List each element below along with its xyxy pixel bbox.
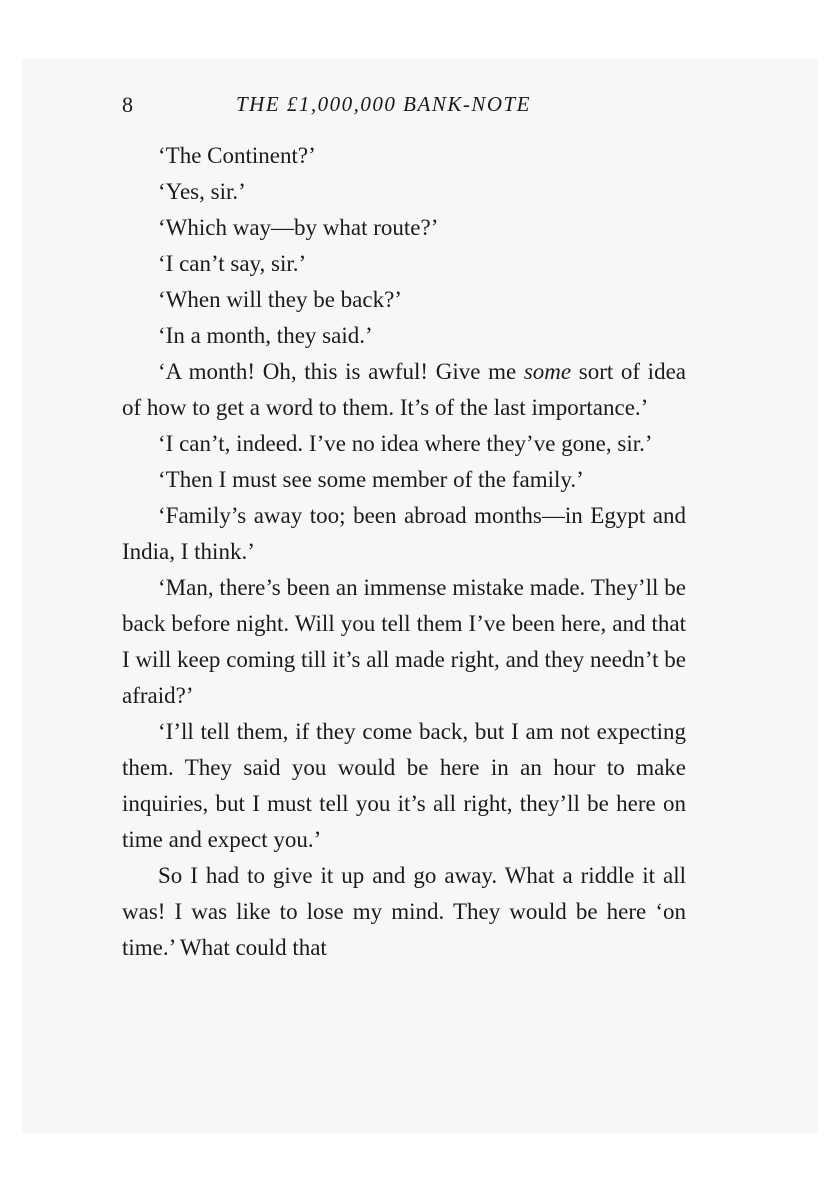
paragraph: ‘Yes, sir.’ — [158, 179, 246, 204]
paragraph: ‘In a month, they said.’ — [158, 323, 373, 348]
paragraph-text: sort of idea of how to get a word to them. It’s of the last importance.’ — [122, 359, 686, 420]
emphasized-word: some — [523, 359, 572, 384]
paragraph: ‘Man, there’s been an immense mistake made. They’ll be back before night. Will you tell them I’ve been here, and that I will keep coming till it’s all made right, and they needn’t be afraid?’ — [122, 575, 686, 708]
paragraph: ‘When will they be back?’ — [158, 287, 402, 312]
paragraph: ‘Which way—by what route?’ — [158, 215, 439, 240]
paragraph: ‘I’ll tell them, if they come back, but I am not expecting them. They said you would be here in an hour to make inquiries, but I must tell you it’s all right, they’ll be here on time and expect you.’ — [122, 719, 686, 852]
paragraph: ‘Then I must see some member of the family.’ — [158, 467, 584, 492]
page-number: 8 — [122, 92, 133, 117]
paragraph: ‘I can’t, indeed. I’ve no idea where they’ve gone, sir.’ — [158, 431, 653, 456]
paragraph — [122, 354, 686, 426]
paragraph-text: ‘A month! Oh, this is awful! Give me — [158, 359, 524, 384]
body-text — [122, 138, 686, 966]
paragraph: ‘The Continent?’ — [158, 143, 316, 168]
paragraph: So I had to give it up and go away. What a riddle it all was! I was like to lose my mind. They would be here ‘on time.’ What could that — [122, 863, 686, 960]
running-title: THE £1,000,000 BANK-NOTE — [236, 92, 532, 116]
paragraph: ‘Family’s away too; been abroad months—in Egypt and India, I think.’ — [122, 503, 686, 564]
page-header — [122, 86, 688, 120]
paragraph: ‘I can’t say, sir.’ — [158, 251, 307, 276]
